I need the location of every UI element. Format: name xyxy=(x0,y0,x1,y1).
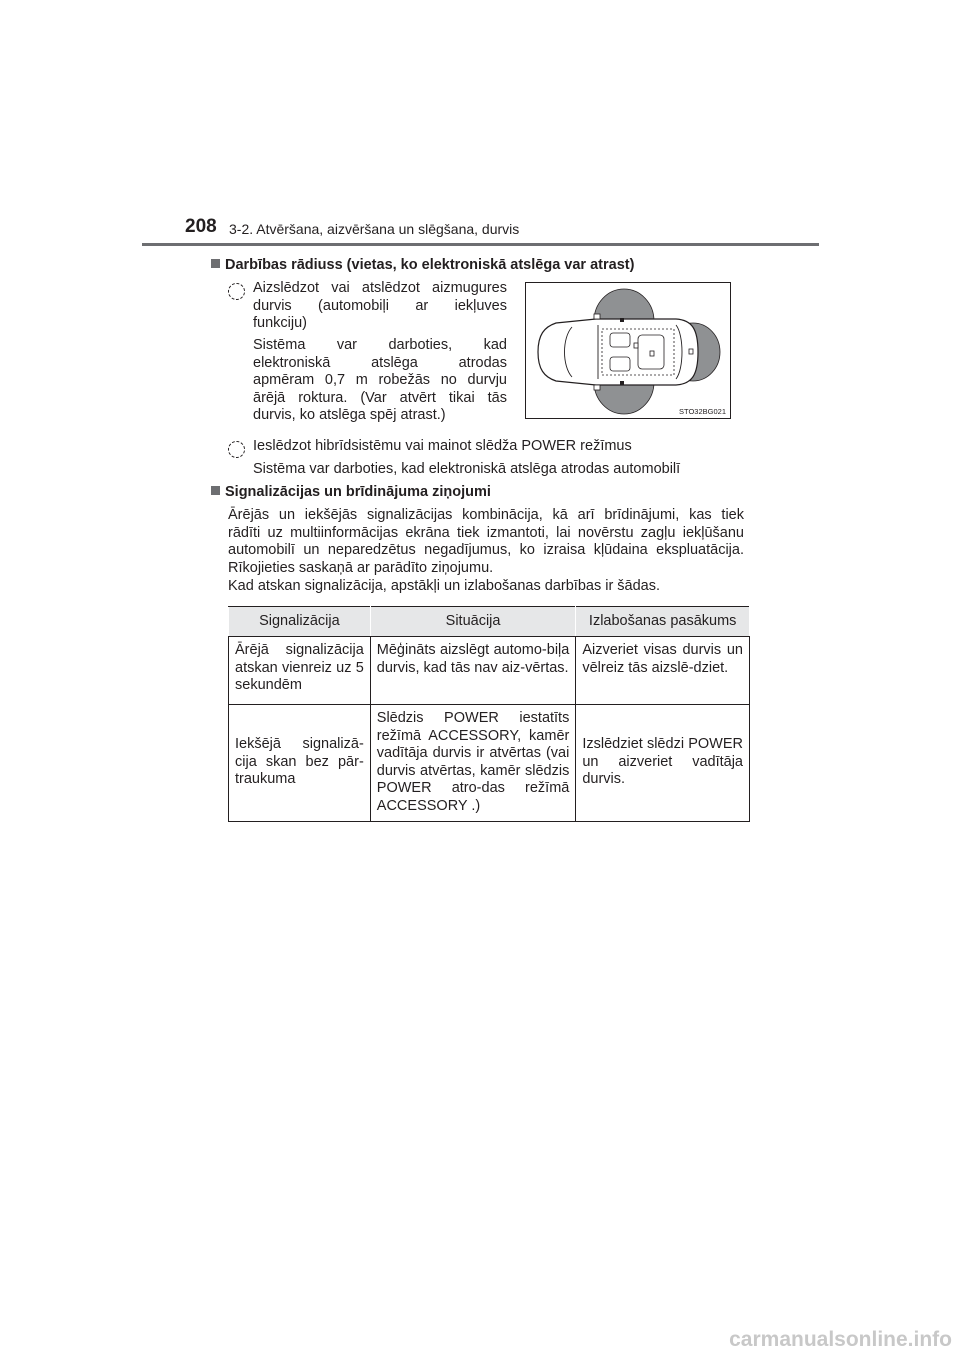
item1-title xyxy=(253,280,507,333)
item1-title-line: funkciju) xyxy=(253,315,307,331)
item1-body-line: durvis, ko atslēga spēj atrast.) xyxy=(253,407,446,423)
table-cell: Iekšējā signalizā-cija skan bez pār-traukuma xyxy=(229,705,371,822)
alarms-table xyxy=(228,606,750,822)
item1-title-line: Aizslēdzot vai atslēdzot aizmugures xyxy=(253,280,507,296)
paragraph-line: rādīti uz multiinformācijas ekrāna tiek izmantoti, lai novērstu zagļu iekļūšanu xyxy=(228,524,744,541)
item2-title: Ieslēdzot hibrīdsistēmu vai mainot slēdža POWER režīmus xyxy=(253,438,632,454)
square-bullet-icon xyxy=(211,486,220,495)
figure-code: STO32BG021 xyxy=(679,407,726,416)
item1-body-line: Sistēma var darboties, kad xyxy=(253,337,507,353)
item1-title-line: durvis (automobiļi ar iekļuves xyxy=(253,297,507,314)
item1-body xyxy=(253,337,507,425)
item1-body-line: apmēram 0,7 m robežās no durvju xyxy=(253,372,507,388)
table-row xyxy=(229,705,750,822)
section-heading-operating-range xyxy=(211,257,634,273)
dashed-circle-icon xyxy=(228,283,245,300)
dashed-circle-icon xyxy=(228,441,245,458)
table-cell: Ārējā signalizācija atskan vienreiz uz 5 sekundēm xyxy=(229,637,371,705)
item2-body: Sistēma var darboties, kad elektroniskā atslēga atrodas automobilī xyxy=(253,461,681,477)
table-cell: Mēģināts aizslēgt automo-biļa durvis, kad tās nav aiz-vērtas. xyxy=(370,637,576,705)
section-heading-alarms xyxy=(211,484,491,500)
header-rule xyxy=(142,243,819,246)
paragraph-line: Rīkojieties saskaņā ar parādīto ziņojumu. xyxy=(228,559,494,576)
page-number: 208 xyxy=(185,216,217,237)
table-cell: Aizveriet visas durvis un vēlreiz tās aizslē-dziet. xyxy=(576,637,750,705)
column-header: Situācija xyxy=(370,607,576,637)
vehicle-range-figure xyxy=(525,282,731,419)
column-header: Izlabošanas pasākums xyxy=(576,607,750,637)
alarms-paragraph xyxy=(228,507,744,577)
paragraph-line: automobilī un neparedzētus negadījumus, ko izraisa kļūdaina ekspluatācija. xyxy=(228,542,744,558)
square-bullet-icon xyxy=(211,259,220,268)
watermark: carmanualsonline.info xyxy=(729,1328,952,1351)
table-header-row xyxy=(229,607,750,637)
paragraph-line: Ārējās un iekšējās signalizācijas kombinācija, kā arī brīdinājumi, kas tiek xyxy=(228,507,744,523)
heading-text: Signalizācijas un brīdinājuma ziņojumi xyxy=(225,484,491,500)
alarms-intro: Kad atskan signalizācija, apstākļi un izlabošanas darbības ir šādas. xyxy=(228,578,661,594)
item1-body-line: ārējā roktura. (Var atvērt tikai tās xyxy=(253,389,507,406)
heading-text: Darbības rādiuss (vietas, ko elektroniskā atslēga var atrast) xyxy=(225,257,635,273)
car-top-view-icon xyxy=(526,283,732,420)
table-cell: Slēdzis POWER iestatīts režīmā ACCESSORY, kamēr vadītāja durvis ir atvērtas (vai durvis atvērtas, kamēr slēdzis POWER atro-das režīmā ACCESSORY .) xyxy=(370,705,576,822)
column-header: Signalizācija xyxy=(229,607,371,637)
table-cell: Izslēdziet slēdzi POWER un aizveriet vadītāja durvis. xyxy=(576,705,750,822)
table-row xyxy=(229,637,750,705)
item1-body-line: elektroniskā atslēga atrodas xyxy=(253,354,507,371)
section-title: 3-2. Atvēršana, aizvēršana un slēgšana, durvis xyxy=(229,221,520,237)
